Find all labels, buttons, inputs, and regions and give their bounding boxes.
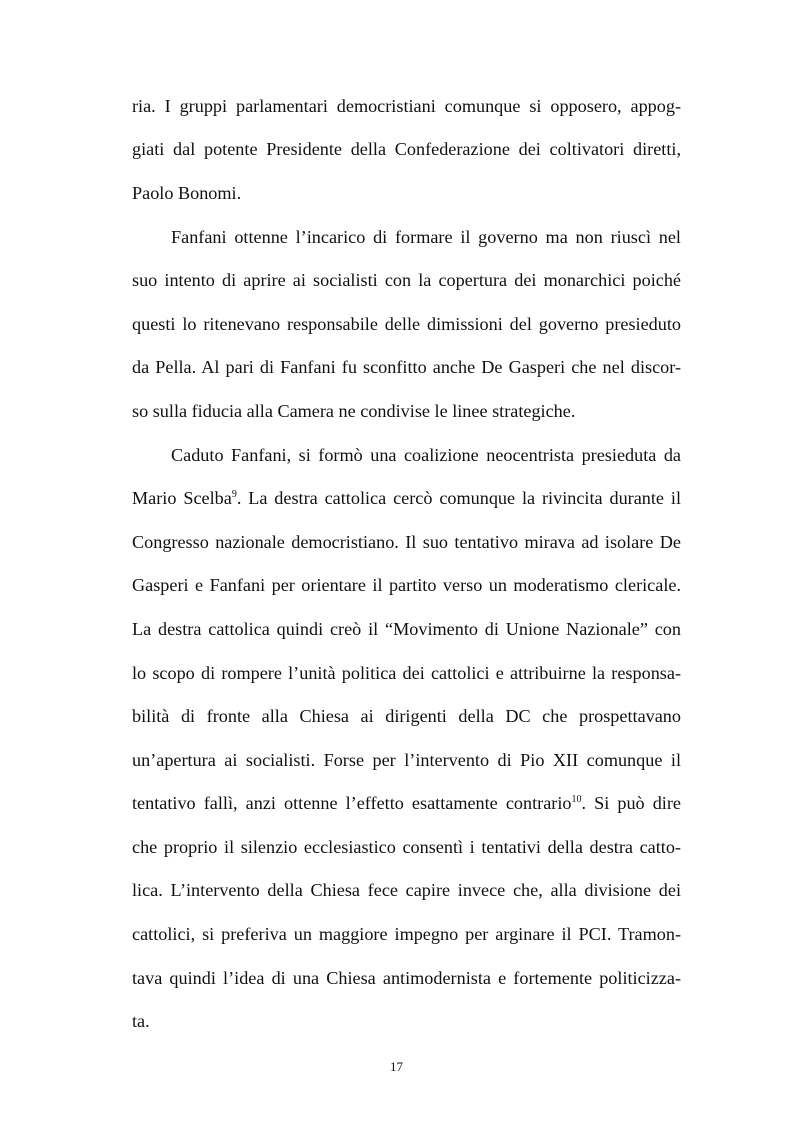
text-line: lo scopo di rompere l’unità politica dei cattolici e attribuirne la responsa- (132, 663, 681, 683)
text-span: . La destra cattolica cercò comunque la rivincita durante il (236, 488, 681, 508)
text-line: Caduto Fanfani, si formò una coalizione neocentrista presieduta da (171, 445, 681, 465)
text-line: Gasperi e Fanfani per orientare il partito verso un moderatismo clericale. (132, 575, 681, 595)
text-line: La destra cattolica quindi creò il “Movimento di Unione Nazionale” con (132, 619, 681, 639)
footnote-ref-10: 10 (571, 793, 582, 805)
footnote-ref-9: 9 (231, 488, 237, 500)
text-line: un’apertura ai socialisti. Forse per l’intervento di Pio XII comunque il (132, 750, 681, 770)
page-number: 17 (390, 1059, 403, 1074)
text-span: tentativo fallì, anzi ottenne l’effetto esattamente contrario (132, 793, 572, 813)
text-line: giati dal potente Presidente della Confederazione dei coltivatori diretti, (132, 139, 681, 159)
text-line: so sulla fiducia alla Camera ne condivise le linee strategiche. (132, 401, 576, 421)
text-line: questi lo ritenevano responsabile delle dimissioni del governo presieduto (132, 314, 681, 334)
text-line: Paolo Bonomi. (132, 183, 242, 203)
text-line: da Pella. Al pari di Fanfani fu sconfitto anche De Gasperi che nel discor- (132, 357, 681, 377)
text-line: Congresso nazionale democristiano. Il suo tentativo mirava ad isolare De (132, 532, 681, 552)
text-line: ria. I gruppi parlamentari democristiani comunque si opposero, appog- (132, 96, 681, 116)
text-line (132, 791, 681, 815)
text-line: Fanfani ottenne l’incarico di formare il governo ma non riuscì nel (171, 227, 681, 247)
text-line (132, 486, 681, 510)
text-line: cattolici, si preferiva un maggiore impegno per arginare il PCI. Tramon- (132, 924, 681, 944)
text-line: che proprio il silenzio ecclesiastico consentì i tentativi della destra catto- (132, 837, 681, 857)
text-line: ta. (132, 1011, 150, 1031)
text-line: lica. L’intervento della Chiesa fece capire invece che, alla divisione dei (132, 880, 681, 900)
text-line: tava quindi l’idea di una Chiesa antimodernista e fortemente politicizza- (132, 968, 681, 988)
text-line: bilità di fronte alla Chiesa ai dirigenti della DC che prospettavano (132, 706, 681, 726)
text-span: . Si può dire (581, 793, 681, 813)
text-line: suo intento di aprire ai socialisti con la copertura dei monarchici poiché (132, 270, 681, 290)
text-span: Mario Scelba (132, 488, 232, 508)
